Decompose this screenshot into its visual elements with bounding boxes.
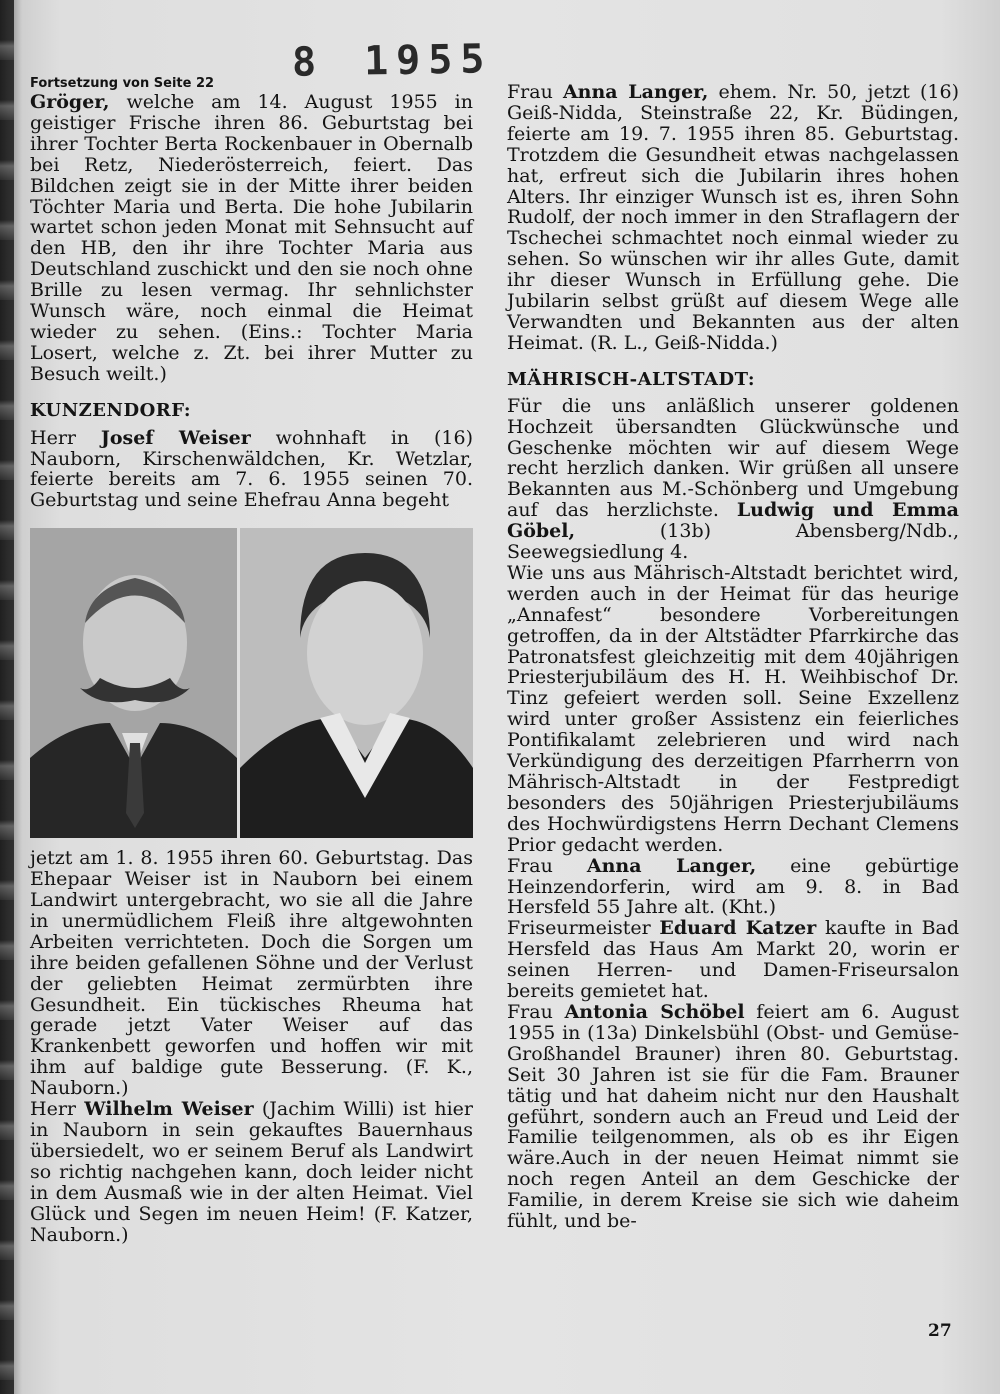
text-josef-weiser: wohnhaft in (16) Nauborn, Kirschenwäldchen, Kr. Wetzlar, feierte bereits am 7. 6. 1955 seinen 70. Geburtstag und seine Ehefrau Anna begeht — [30, 426, 473, 512]
name-antonia-schoebel: Antonia Schöbel — [564, 1000, 745, 1023]
text-wilhelm-weiser: (Jachim Willi) ist hier in Nauborn in sein gekauftes Bauernhaus übersiedelt, wo er seinem Beruf als Landwirt so richtig nachgehen kann, doch leider nicht in dem Ausmaß wie in der alten Heimat. Viel Glück und Segen im neuen Heim! (F. Katzer, Nauborn.) — [30, 1098, 473, 1246]
prefix-frau-3: Frau — [507, 1000, 565, 1023]
stamp-year: 1955 — [363, 36, 493, 85]
name-eduard-katzer: Eduard Katzer — [659, 917, 817, 940]
text-anna-langer-2: eine gebürtige Heinzendorferin, wird am 9. 8. in Bad Hersfeld 55 Jahre alt. (Kht.) — [507, 854, 959, 919]
prefix-frau: Frau — [507, 81, 563, 103]
prefix-friseurmeister: Friseurmeister — [507, 917, 660, 940]
text-katzer: kaufte in Bad Hersfeld das Haus Am Markt 20, worin er seinen Herren- und Damen-Friseursalon bereits gemietet hat. — [507, 917, 960, 1003]
continuation-header: Fortsetzung von Seite 22 — [30, 76, 215, 91]
left-column — [30, 76, 473, 1245]
paragraph-goebel — [507, 396, 959, 563]
prefix-frau-2: Frau — [507, 854, 587, 877]
page-number: 27 — [928, 1321, 952, 1341]
name-josef-weiser: Josef Weiser — [100, 426, 251, 449]
name-anna-langer-2: Anna Langer, — [586, 854, 757, 877]
name-wilhelm-weiser: Wilhelm Weiser — [84, 1098, 254, 1121]
paragraph-wilhelm-weiser — [30, 1099, 473, 1245]
heading-maehrisch-altstadt: MÄHRISCH-ALTSTADT: — [507, 368, 756, 390]
paragraph-annafest: Wie uns aus Mährisch-Altstadt berichtet wird, werden auch in der Heimat für das heurige „Annafest“ besondere Vorbereitungen getroffen, da in der Altstädter Pfarrkirche das Patronatsfest gleichzeitig mit dem 40jährigen Priesterjubiläum des H. H. Weihbischof Dr. Tinz gefeiert werden soll. Seine Exzellenz wird unter großer Assistenz ein feierliches Pontifikalamt zelebrieren und wird nach Verkündigung des derzeitigen Pfarrherrn von Mährisch-Altstadt in der Festpredigt besonders des 50jährigen Priesterjubiläums des Hochwürdigstens Herrn Dechant Clemens Prior gedacht werden. — [507, 561, 959, 856]
right-column — [507, 82, 959, 1232]
paragraph-josef-weiser-cont: jetzt am 1. 8. 1955 ihren 60. Geburtstag. Das Ehepaar Weiser ist in Nauborn bei einem Landwirt untergebracht, wo sie all die Jahre in unermüdlichem Fleiß ihre altgewohnten Arbeiten verrichteten. Doch die Sorgen um ihre beiden gefallenen Söhne und der Verlust der geliebten Heimat zermürbten ihre Gesundheit. Ein tückisches Rheuma hat gerade jetzt Vater Weiser auf das Krankenbett geworfen und hoffen wir mit ihm auf baldige gute Besserung. (F. K., Nauborn.) — [30, 847, 473, 1100]
woman-portrait-illustration — [240, 528, 473, 838]
paragraph-groger — [30, 92, 473, 385]
name-goebel: Ludwig und Emma Göbel, — [507, 499, 959, 543]
paragraph-anna-langer-2 — [507, 856, 959, 919]
stamp-number: 8 — [291, 39, 325, 86]
paragraph-josef-weiser — [30, 428, 473, 512]
paragraph-schoebel — [507, 1002, 959, 1232]
text-anna-langer-1: ehem. Nr. 50, jetzt (16) Geiß-Nidda, Steinstraße 22, Kr. Büdingen, feierte am 19. 7. 1955 ihren 85. Geburtstag. Trotzdem die Gesundheit etwas nachgelassen hat, erfreut sich die Jubilarin ihres hohen Alters. Ihr einziger Wunsch ist es, ihren Sohn Rudolf, der noch immer in den Straflagern der Tschechei schmachtet noch einmal wieder zu sehen. So wünschen wir ihr alles Gute, damit ihr dieser Wunsch in Erfüllung gehe. Die Jubilarin selbst grüßt auf diesem Wege alle Verwandten und Bekannten aus der alten Heimat. (R. L., Geiß-Nidda.) — [507, 81, 959, 354]
paragraph-anna-langer-1 — [507, 82, 959, 354]
photo-pair — [30, 528, 473, 838]
name-groger: Gröger, — [30, 91, 110, 113]
suffix-goebel: (13b) Abensberg/Ndb., Seewegsiedlung 4. — [507, 520, 959, 564]
heading-kunzendorf: KUNZENDORF: — [30, 399, 191, 421]
binding-gutter — [0, 0, 14, 1394]
prefix-herr: Herr — [30, 426, 101, 449]
prefix-herr-2: Herr — [30, 1098, 85, 1121]
photo-anna-weiser — [240, 528, 473, 838]
name-anna-langer-1: Anna Langer, — [562, 81, 709, 103]
man-portrait-illustration — [30, 528, 237, 838]
photo-josef-weiser — [30, 528, 237, 838]
text-schoebel: feiert am 6. August 1955 in (13a) Dinkelsbühl (Obst- und Gemüse-Großhandel Brauner) ihren 80. Geburtstag. Seit 30 Jahren ist sie für die Fam. Brauner tätig und hat daheim nicht nur den Haushalt geführt, sondern auch an Freud und Leid der Familie teilgenommen, als ob es ihr Eigen wäre.Auch in der neuen Heimat nimmt sie noch regen Anteil an dem Geschicke der Familie, in derem Kreise sie sich wie daheim fühlt, und be- — [507, 1000, 959, 1233]
text-goebel: Für die uns anläßlich unserer goldenen Hochzeit übersandten Glückwünsche und Geschenke möchten wir auf diesem Wege recht herzlich danken. Wir grüßen all unsere Bekannten aus M.-Schönberg und Umgebung auf das herzlichste. — [507, 394, 959, 522]
text-groger: welche am 14. August 1955 in geistiger Frische ihren 86. Geburtstag bei ihrer Tochter Berta Rockenbauer in Obernalb bei Retz, Niederösterreich, feiert. Das Bildchen zeigt sie in der Mitte ihrer beiden Töchter Maria und Berta. Die hohe Jubilarin wartet schon jeden Monat mit Sehnsucht auf den HB, den ihr ihre Tochter Maria aus Deutschland zuschickt und den sie noch ohne Brille zu lesen vermag. Ihr sehnlichster Wunsch wäre, noch einmal die Heimat wieder zu sehen. (Eins.: Tochter Maria Losert, welche z. Zt. bei ihrer Mutter zu Besuch weilt.) — [30, 91, 473, 385]
paragraph-katzer — [507, 918, 959, 1002]
